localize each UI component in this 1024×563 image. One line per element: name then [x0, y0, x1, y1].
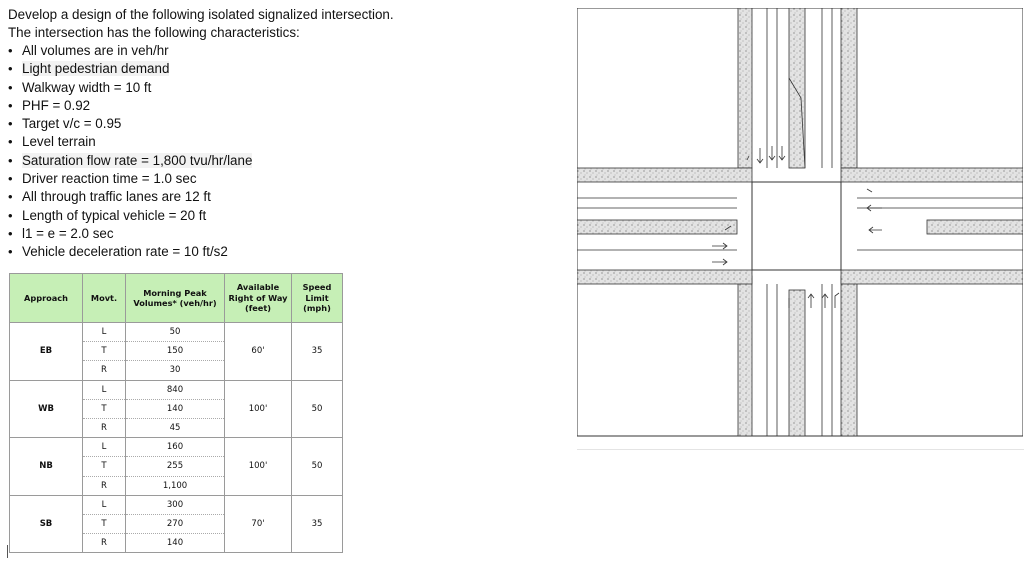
characteristics-list: [8, 42, 394, 262]
sidewalk-south-west: [738, 276, 752, 436]
median-west: [577, 220, 737, 234]
bullet-icon: •: [8, 61, 13, 77]
problem-statement: [8, 6, 394, 262]
table-header-row: [10, 274, 343, 323]
movement-cell: L: [83, 380, 126, 399]
table-row: [10, 323, 343, 342]
divider: [577, 449, 1024, 450]
movement-cell: T: [83, 514, 126, 533]
list-item: • Saturation flow rate = 1,800 tvu/hr/lane: [8, 152, 394, 170]
right-of-way-cell: 70': [225, 495, 292, 553]
text-cursor: [7, 545, 8, 558]
bullet-icon: •: [8, 134, 13, 150]
speed-limit-cell: 50: [292, 438, 343, 496]
approach-cell: WB: [10, 380, 83, 438]
right-of-way-cell: 60': [225, 323, 292, 381]
approach-cell: EB: [10, 323, 83, 381]
movement-cell: L: [83, 438, 126, 457]
bullet-icon: •: [8, 171, 13, 187]
bullet-icon: •: [8, 244, 13, 260]
list-item: • PHF = 0.92: [8, 97, 394, 115]
volume-cell: 255: [126, 457, 225, 476]
bullet-icon: •: [8, 43, 13, 58]
volume-cell: 300: [126, 495, 225, 514]
approach-cell: NB: [10, 438, 83, 496]
volume-cell: 150: [126, 342, 225, 361]
volume-cell: 160: [126, 438, 225, 457]
movement-cell: R: [83, 361, 126, 380]
list-item: • Length of typical vehicle = 20 ft: [8, 207, 394, 225]
volume-cell: 1,100: [126, 476, 225, 495]
median-east: [927, 220, 1023, 234]
sidewalk-west-south: [577, 270, 752, 284]
table-row: [10, 438, 343, 457]
bullet-icon: •: [8, 97, 13, 113]
right-of-way-cell: 100': [225, 438, 292, 496]
speed-limit-cell: 50: [292, 380, 343, 438]
list-item: • All through traffic lanes are 12 ft: [8, 188, 394, 206]
volume-cell: 45: [126, 418, 225, 437]
bullet-icon: •: [8, 189, 13, 205]
bullet-icon: •: [8, 207, 13, 223]
movement-cell: R: [83, 418, 126, 437]
bullet-icon: •: [8, 225, 13, 241]
sidewalk-west-north: [577, 168, 752, 182]
approach-cell: SB: [10, 495, 83, 553]
speed-limit-header: Speed Limit (mph): [292, 274, 343, 323]
list-item: • Light pedestrian demand: [8, 60, 394, 78]
volume-cell: 140: [126, 399, 225, 418]
volume-table: [9, 273, 343, 553]
sidewalk-north-east: [841, 8, 857, 168]
volume-cell: 50: [126, 323, 225, 342]
movement-cell: T: [83, 399, 126, 418]
movement-cell: R: [83, 534, 126, 553]
volume-cell: 30: [126, 361, 225, 380]
sidewalk-south-east: [841, 276, 857, 436]
intersection-diagram: [577, 8, 1023, 438]
intro-line-1: Develop a design of the following isolated signalized intersection.: [8, 7, 394, 22]
list-item: • Level terrain: [8, 133, 394, 151]
speed-limit-cell: 35: [292, 495, 343, 553]
movement-cell: R: [83, 476, 126, 495]
table-row: [10, 495, 343, 514]
median-north: [789, 8, 805, 168]
list-item: • Vehicle deceleration rate = 10 ft/s2: [8, 243, 394, 261]
sidewalk-east-north: [841, 168, 1023, 182]
sidewalk-north-west: [738, 8, 752, 168]
speed-limit-cell: 35: [292, 323, 343, 381]
list-item: • Target v/c = 0.95: [8, 115, 394, 133]
volume-cell: 140: [126, 534, 225, 553]
movement-header: Movt.: [83, 274, 126, 323]
movement-cell: L: [83, 495, 126, 514]
approach-header: Approach: [10, 274, 83, 323]
movement-cell: T: [83, 457, 126, 476]
volume-cell: 840: [126, 380, 225, 399]
right-of-way-header: Available Right of Way (feet): [225, 274, 292, 323]
movement-cell: T: [83, 342, 126, 361]
list-item: • All volumes are in veh/hr: [8, 42, 394, 60]
median-south: [789, 290, 805, 436]
list-item: • Driver reaction time = 1.0 sec: [8, 170, 394, 188]
right-of-way-cell: 100': [225, 380, 292, 438]
bullet-icon: •: [8, 152, 13, 168]
intro-line-2: The intersection has the following characteristics:: [8, 24, 300, 40]
list-item: • l1 = e = 2.0 sec: [8, 225, 394, 243]
bullet-icon: •: [8, 79, 13, 95]
list-item: • Walkway width = 10 ft: [8, 79, 394, 97]
movement-cell: L: [83, 323, 126, 342]
sidewalk-east-south: [841, 270, 1023, 284]
volume-cell: 270: [126, 514, 225, 533]
table-row: [10, 380, 343, 399]
volume-header: Morning Peak Volumes* (veh/hr): [126, 274, 225, 323]
intersection-box: [752, 182, 841, 270]
bullet-icon: •: [8, 116, 13, 132]
